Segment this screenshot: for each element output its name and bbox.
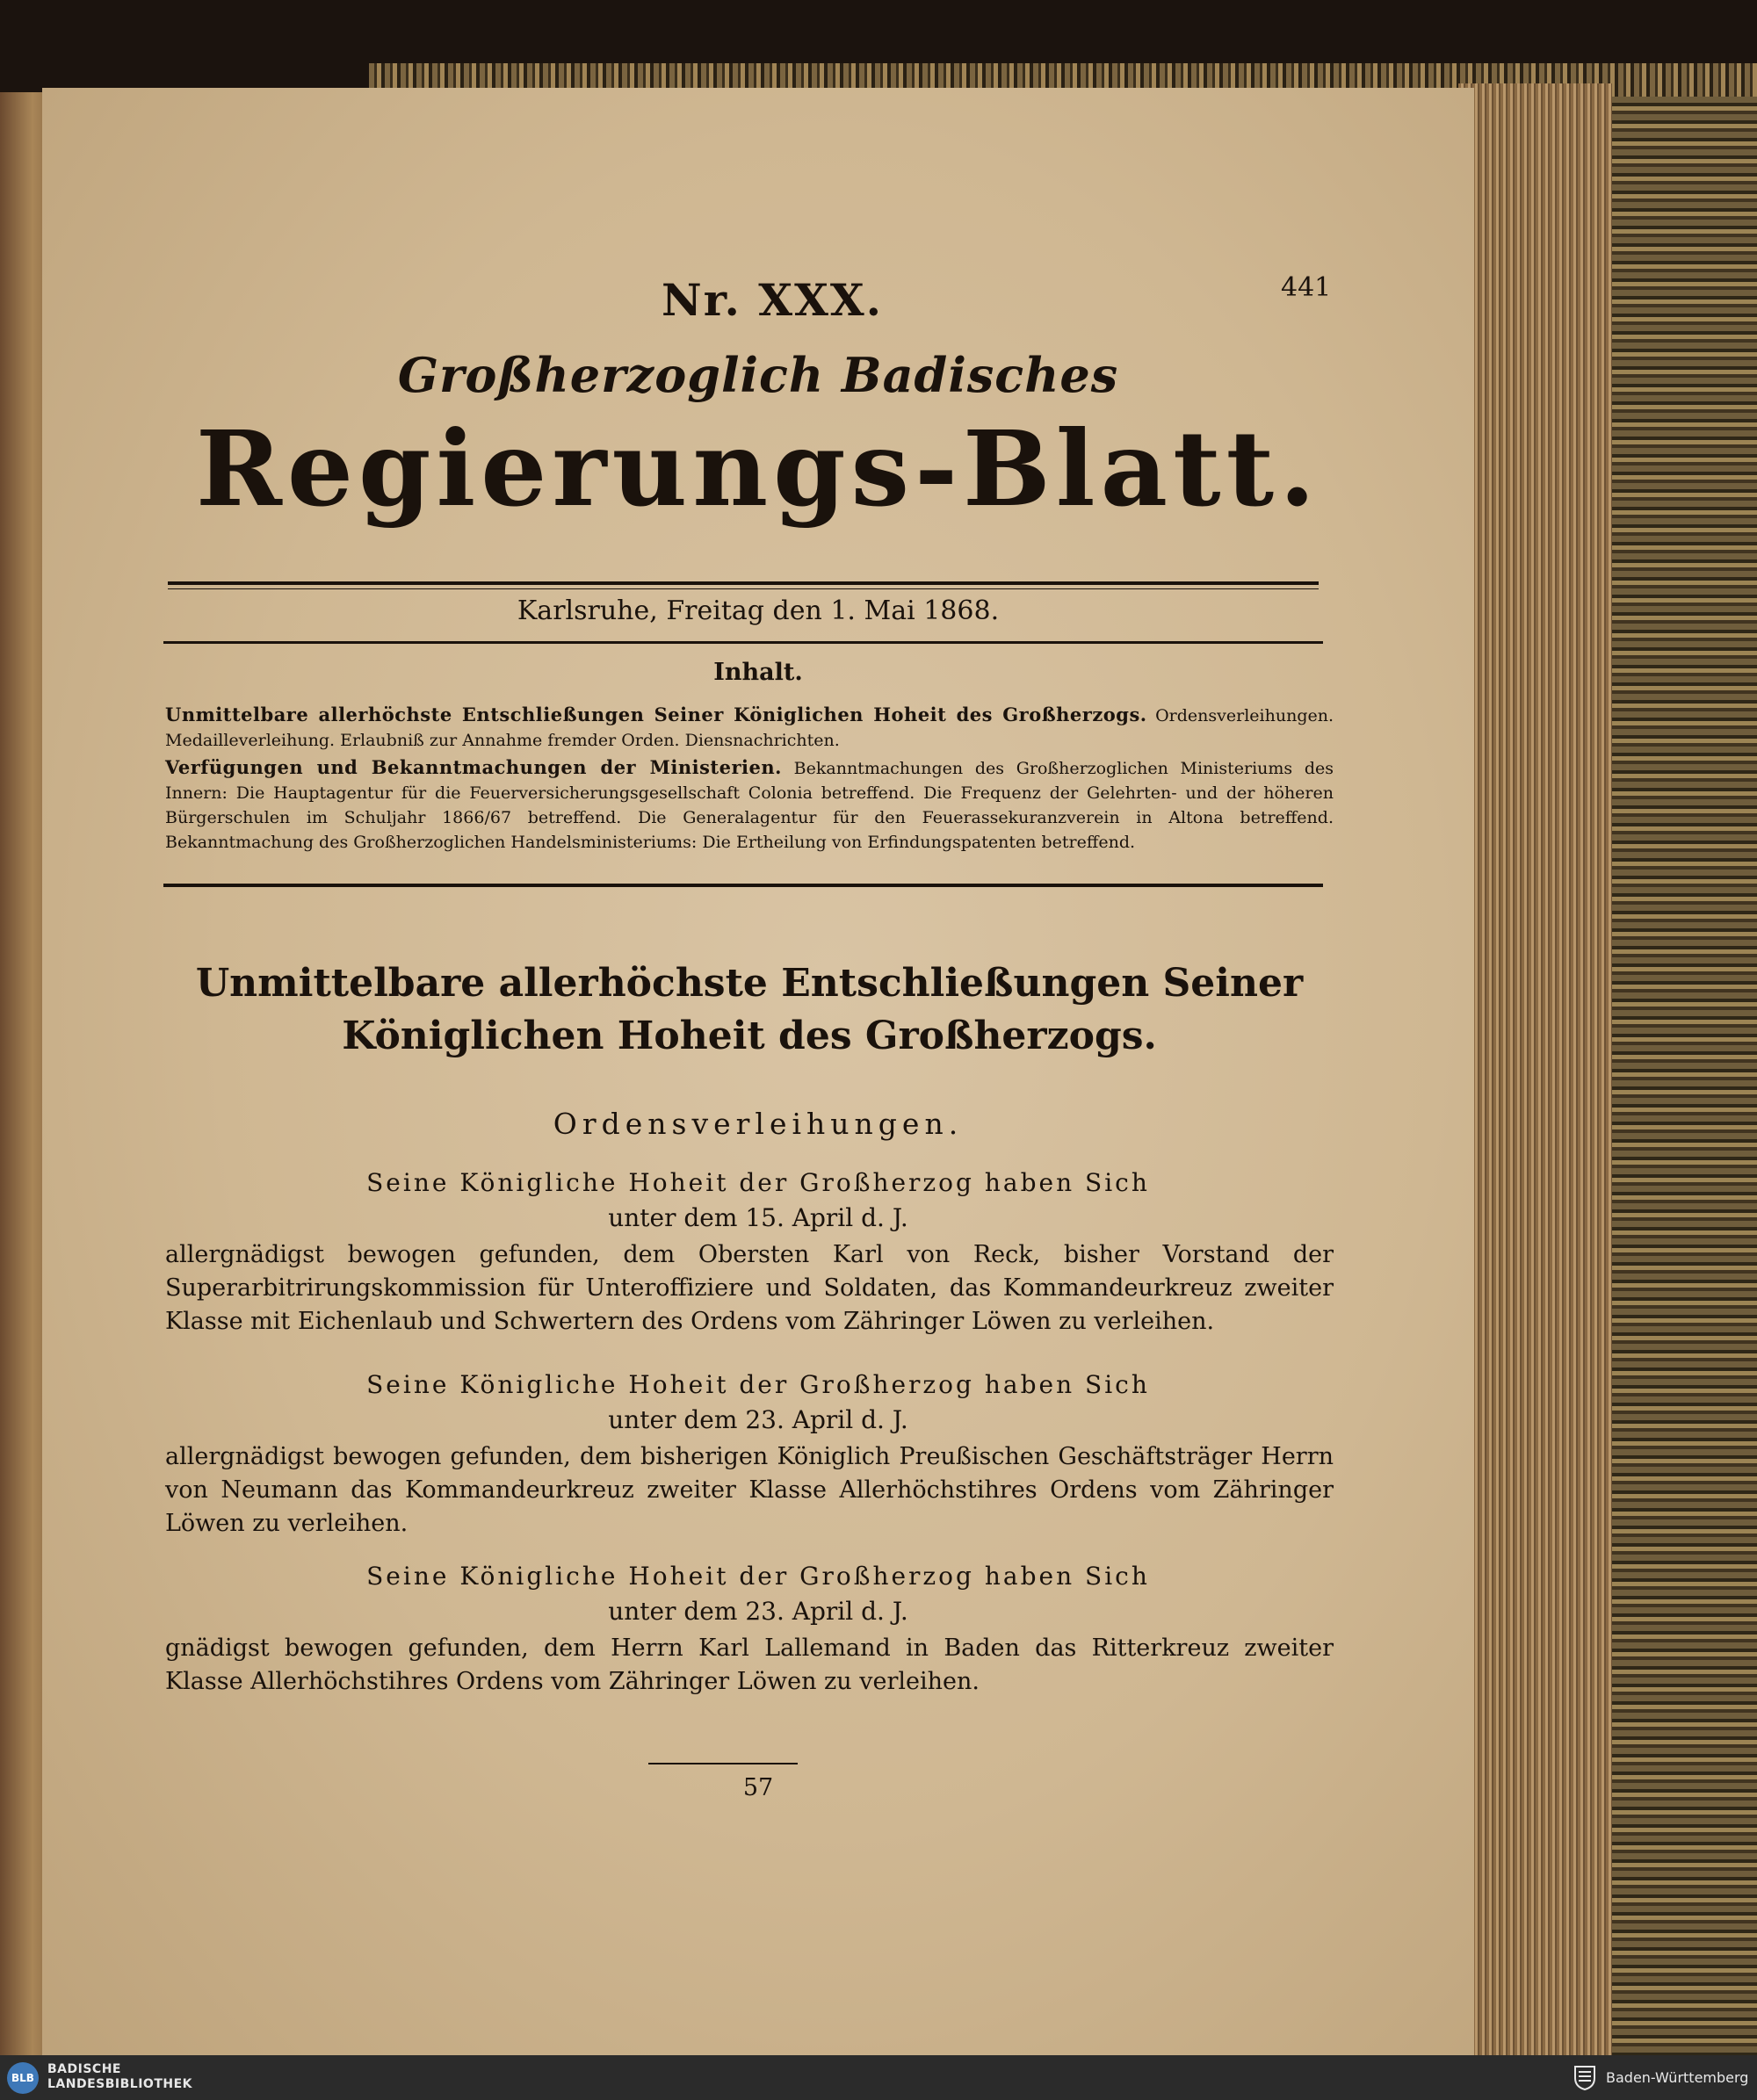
- closing-rule: [648, 1763, 798, 1764]
- footer-bar: [0, 2055, 1757, 2100]
- header-rule-bottom: [163, 641, 1323, 644]
- library-name-line1: BADISCHE: [47, 2062, 121, 2076]
- state-name[interactable]: Baden-Württemberg: [1606, 2069, 1749, 2086]
- section-heading: Unmittelbare allerhöchste Entschließungen Seiner Königlichen Hoheit des Großherzogs.: [195, 961, 1304, 1058]
- marbled-cover-right: [1599, 97, 1757, 2064]
- header-rule-top-thin: [168, 588, 1319, 589]
- contents-entry-1-text: Ordensverleihungen. Medailleverleihung. Erlaubniß zur Annahme fremder Orden. Diensnachrichten.: [165, 706, 1334, 750]
- decree-3-date: unter dem 23. April d. J.: [608, 1597, 908, 1626]
- library-name-line2: LANDESBIBLIOTHEK: [47, 2077, 193, 2091]
- contents-rule: [163, 884, 1323, 887]
- masthead-subtitle: Großherzoglich Badisches: [397, 347, 1119, 403]
- contents-entry-2-title: Verfügungen und Bekanntmachungen der Ministerien.: [165, 756, 782, 778]
- page-stack-edge: [1458, 83, 1612, 2073]
- contents-entry-2-text: Bekanntmachungen des Großherzoglichen Ministeriums des Innern: Die Hauptagentur für die Feuerversicherungsgesellschaft Colonia betreffend. Die Frequenz der Gelehrten- und der höheren Bürgerschulen im Schuljahr 1866/67 betreffend. Die Generalagentur für den Feuerassekuranzverein in Altona betreffend. Bekanntmachung des Großherzoglichen Handelsministeriums: Die Ertheilung von Erfindungspatenten betreffend.: [165, 759, 1334, 852]
- document-page: [42, 88, 1474, 2077]
- masthead-title: Regierungs-Blatt.: [195, 408, 1321, 530]
- coat-of-arms-icon: [1573, 2064, 1597, 2090]
- page-number: 441: [1281, 272, 1332, 303]
- dateline: Karlsruhe, Freitag den 1. Mai 1868.: [517, 595, 1000, 626]
- decree-1-date: unter dem 15. April d. J.: [608, 1203, 908, 1232]
- contents-heading: Inhalt.: [713, 659, 803, 686]
- decree-3-body: gnädigst bewogen gefunden, dem Herrn Karl Lallemand in Baden das Ritterkreuz zweiter Klasse Allerhöchstihres Ordens vom Zähringer Löwen zu verleihen.: [165, 1635, 1334, 1695]
- decree-1-intro: Seine Königliche Hoheit der Großherzog haben Sich: [366, 1168, 1150, 1197]
- header-rule-top: [168, 581, 1319, 585]
- decree-2-date: unter dem 23. April d. J.: [608, 1405, 908, 1434]
- decree-2-intro: Seine Königliche Hoheit der Großherzog haben Sich: [366, 1370, 1150, 1399]
- decree-3-intro: Seine Königliche Hoheit der Großherzog haben Sich: [366, 1562, 1150, 1591]
- contents-entry-1: [165, 703, 1334, 753]
- decree-2-body: allergnädigst bewogen gefunden, dem bisherigen Königlich Preußischen Geschäftsträger Herrn von Neumann das Kommandeurkreuz zweiter Klasse Allerhöchstihres Ordens vom Zähringer Löwen zu verleihen.: [165, 1443, 1334, 1537]
- library-name[interactable]: [47, 2062, 192, 2092]
- blb-logo-icon[interactable]: BLB: [7, 2062, 39, 2094]
- contents-entry-1-title: Unmittelbare allerhöchste Entschließungen Seiner Königlichen Hoheit des Großherzogs.: [165, 704, 1147, 725]
- decree-1-body: allergnädigst bewogen gefunden, dem Obersten Karl von Reck, bisher Vorstand der Superarbitrirungskommission für Unteroffiziere und Soldaten, das Kommandeurkreuz zweiter Klasse mit Eichenlaub und Schwertern des Ordens vom Zähringer Löwen zu verleihen.: [165, 1241, 1334, 1335]
- contents-entry-2: [165, 755, 1334, 855]
- sub-heading: Ordensverleihungen.: [553, 1107, 964, 1141]
- issue-number: Nr. XXX.: [662, 274, 884, 326]
- sheet-signature: 57: [742, 1774, 774, 1801]
